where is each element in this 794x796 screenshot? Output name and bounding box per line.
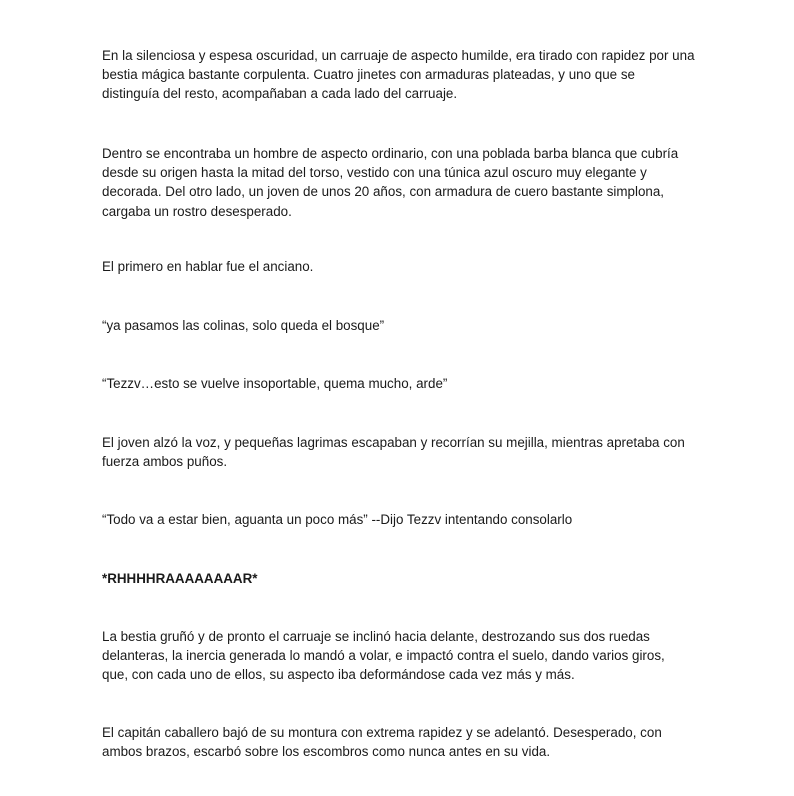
text-line: “ya pasamos las colinas, solo queda el bosque” (102, 318, 385, 333)
text-line: cargaba un rostro desesperado. (102, 203, 292, 219)
text-line: fuerza ambos puños. (102, 454, 228, 470)
dialogue-line-consolation (102, 510, 702, 529)
text-line: decorada. Del otro lado, un joven de unos 20 años, con armadura de cuero bastante simplona, (102, 184, 665, 200)
text-line: ambos brazos, escarbó sobre los escombros como nunca antes en su vida. (102, 744, 551, 760)
text-line: delanteras, la inercia generada lo mandó a volar, e impactó contra el suelo, dando varios giros, (102, 648, 665, 664)
paragraph-carriage-intro (102, 46, 702, 104)
text-line: Dentro se encontraba un hombre de aspecto ordinario, con una poblada barba blanca que cubría (102, 146, 679, 161)
dialogue-line-hills (102, 316, 702, 335)
paragraph-captain (102, 723, 702, 761)
dialogue-line-unbearable (102, 374, 702, 393)
text-line: “Tezzv…esto se vuelve insoportable, quema mucho, arde” (102, 376, 448, 391)
paragraph-young-man (102, 433, 702, 471)
text-line: *RHHHHRAAAAAAAAR* (102, 571, 258, 586)
text-line: “Todo va a estar bien, aguanta un poco más” --Dijo Tezzv intentando consolarlo (102, 512, 573, 527)
text-line: El capitán caballero bajó de su montura con extrema rapidez y se adelantó. Desesperado, con (102, 725, 662, 740)
text-line: distinguía del resto, acompañaban a cada lado del carruaje. (102, 86, 458, 102)
text-line: desde su origen hasta la mitad del torso, vestido con una túnica azul oscuro muy elegante y (102, 165, 647, 181)
text-line: El primero en hablar fue el anciano. (102, 259, 314, 274)
roar-sound-effect (102, 569, 702, 588)
text-line: que, con cada uno de ellos, su aspecto iba deformándose cada vez más y más. (102, 667, 575, 683)
text-line: El joven alzó la voz, y pequeñas lagrimas escapaban y recorrían su mejilla, mientras apretaba con (102, 435, 685, 450)
paragraph-elder-speaks (102, 257, 702, 276)
text-line: La bestia gruñó y de pronto el carruaje se inclinó hacia delante, destrozando sus dos ruedas (102, 629, 650, 644)
text-line: En la silenciosa y espesa oscuridad, un carruaje de aspecto humilde, era tirado con rapidez por una (102, 48, 695, 63)
paragraph-inside-carriage (102, 144, 702, 221)
text-line: bestia mágica bastante corpulenta. Cuatro jinetes con armaduras plateadas, y uno que se (102, 67, 635, 83)
paragraph-carriage-crash (102, 627, 702, 685)
